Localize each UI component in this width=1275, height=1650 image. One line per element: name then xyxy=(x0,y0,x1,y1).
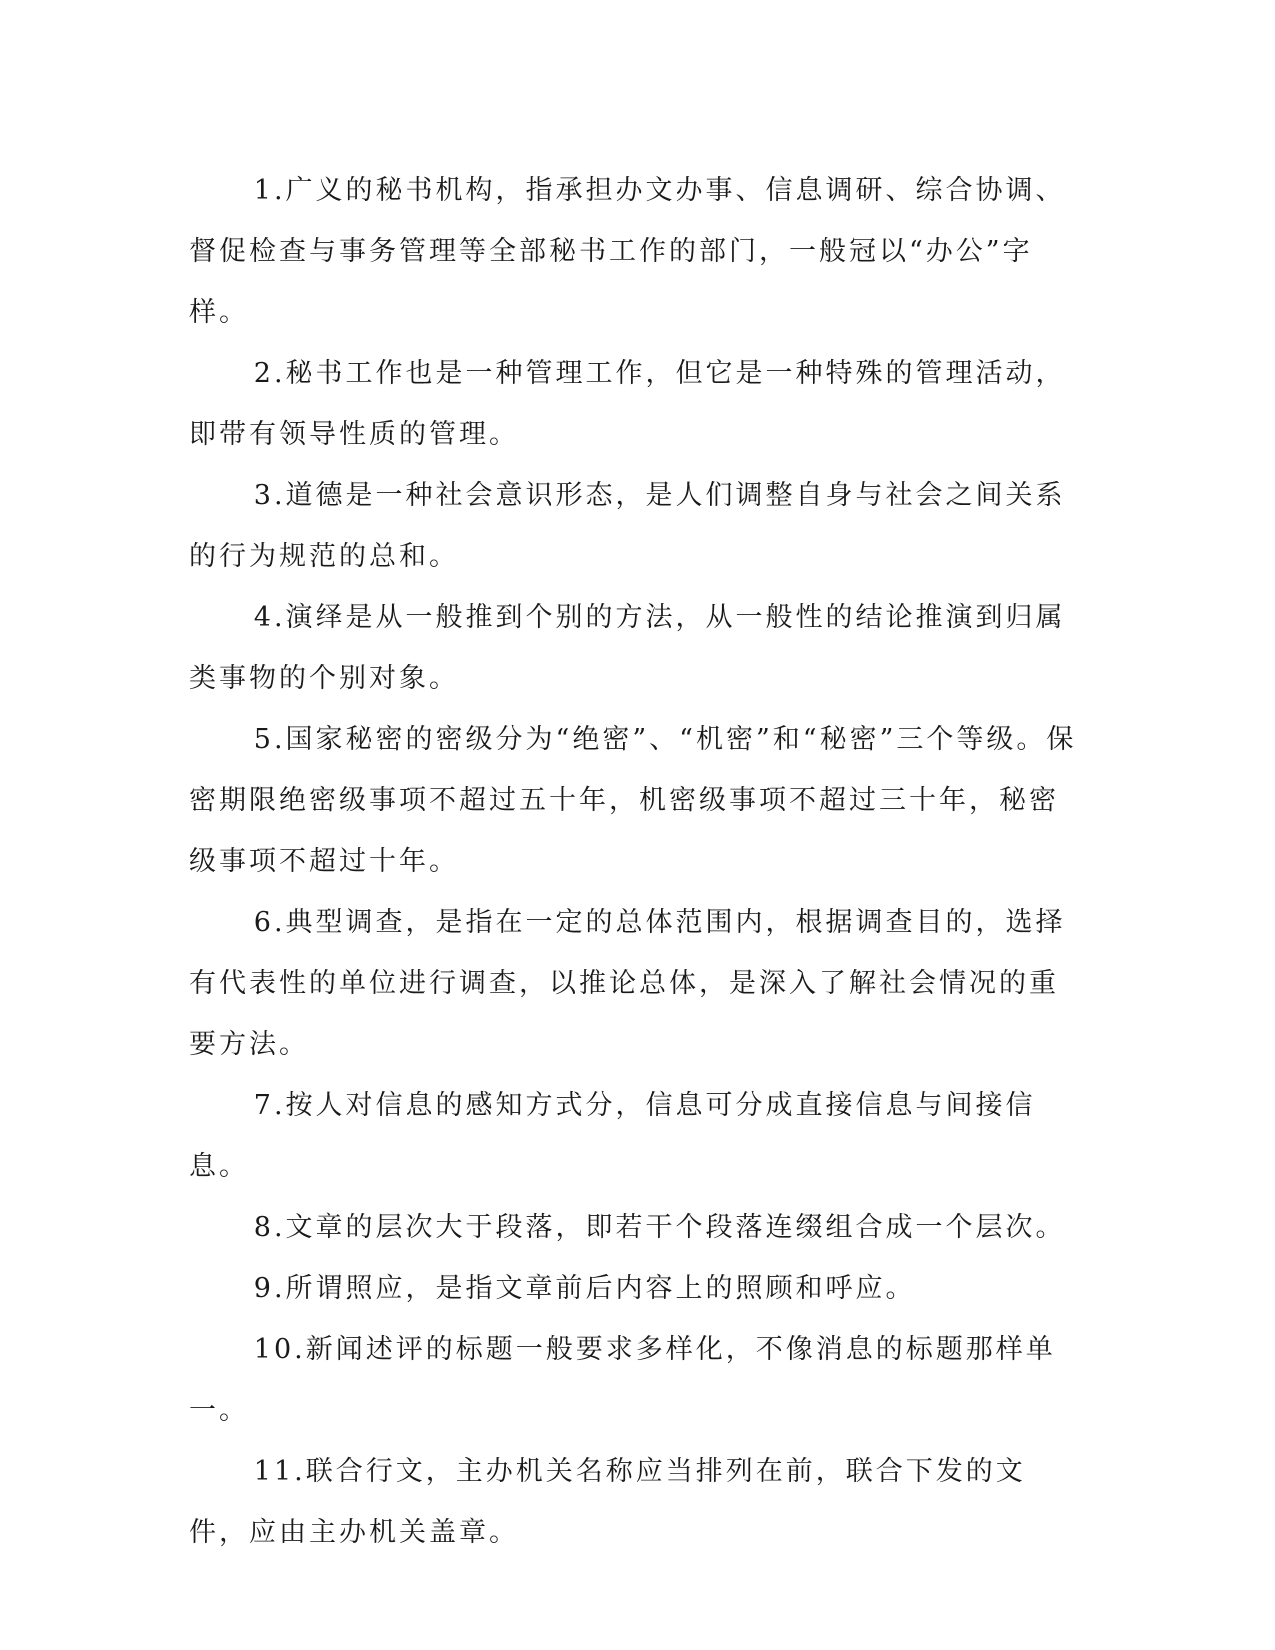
paragraph-7: 7.按人对信息的感知方式分，信息可分成直接信息与间接信息。 xyxy=(189,1090,1036,1182)
paragraph-9: 9.所谓照应，是指文章前后内容上的照顾和呼应。 xyxy=(253,1273,916,1304)
paragraph-8: 8.文章的层次大于段落，即若干个段落连缀组合成一个层次。 xyxy=(253,1212,1066,1243)
paragraph-6: 6.典型调查，是指在一定的总体范围内，根据调查目的，选择有代表性的单位进行调查，以推论总体，是深入了解社会情况的重要方法。 xyxy=(189,907,1066,1060)
paragraph-5: 5.国家秘密的密级分为“绝密”、“机密”和“秘密”三个等级。保密期限绝密级事项不超过五十年，机密级事项不超过三十年，秘密级事项不超过十年。 xyxy=(189,724,1077,877)
paragraph-10: 10.新闻述评的标题一般要求多样化，不像消息的标题那样单一。 xyxy=(189,1334,1056,1426)
document-body xyxy=(189,160,1079,1563)
paragraph-11: 11.联合行文，主办机关名称应当排列在前，联合下发的文件，应由主办机关盖章。 xyxy=(189,1456,1026,1548)
paragraph-3: 3.道德是一种社会意识形态，是人们调整自身与社会之间关系的行为规范的总和。 xyxy=(189,480,1066,572)
paragraph-1: 1.广义的秘书机构，指承担办文办事、信息调研、综合协调、督促检查与事务管理等全部秘书工作的部门，一般冠以“办公”字样。 xyxy=(189,175,1066,328)
paragraph-4: 4.演绎是从一般推到个别的方法，从一般性的结论推演到归属类事物的个别对象。 xyxy=(189,602,1066,694)
paragraph-2: 2.秘书工作也是一种管理工作，但它是一种特殊的管理活动，即带有领导性质的管理。 xyxy=(189,358,1066,450)
